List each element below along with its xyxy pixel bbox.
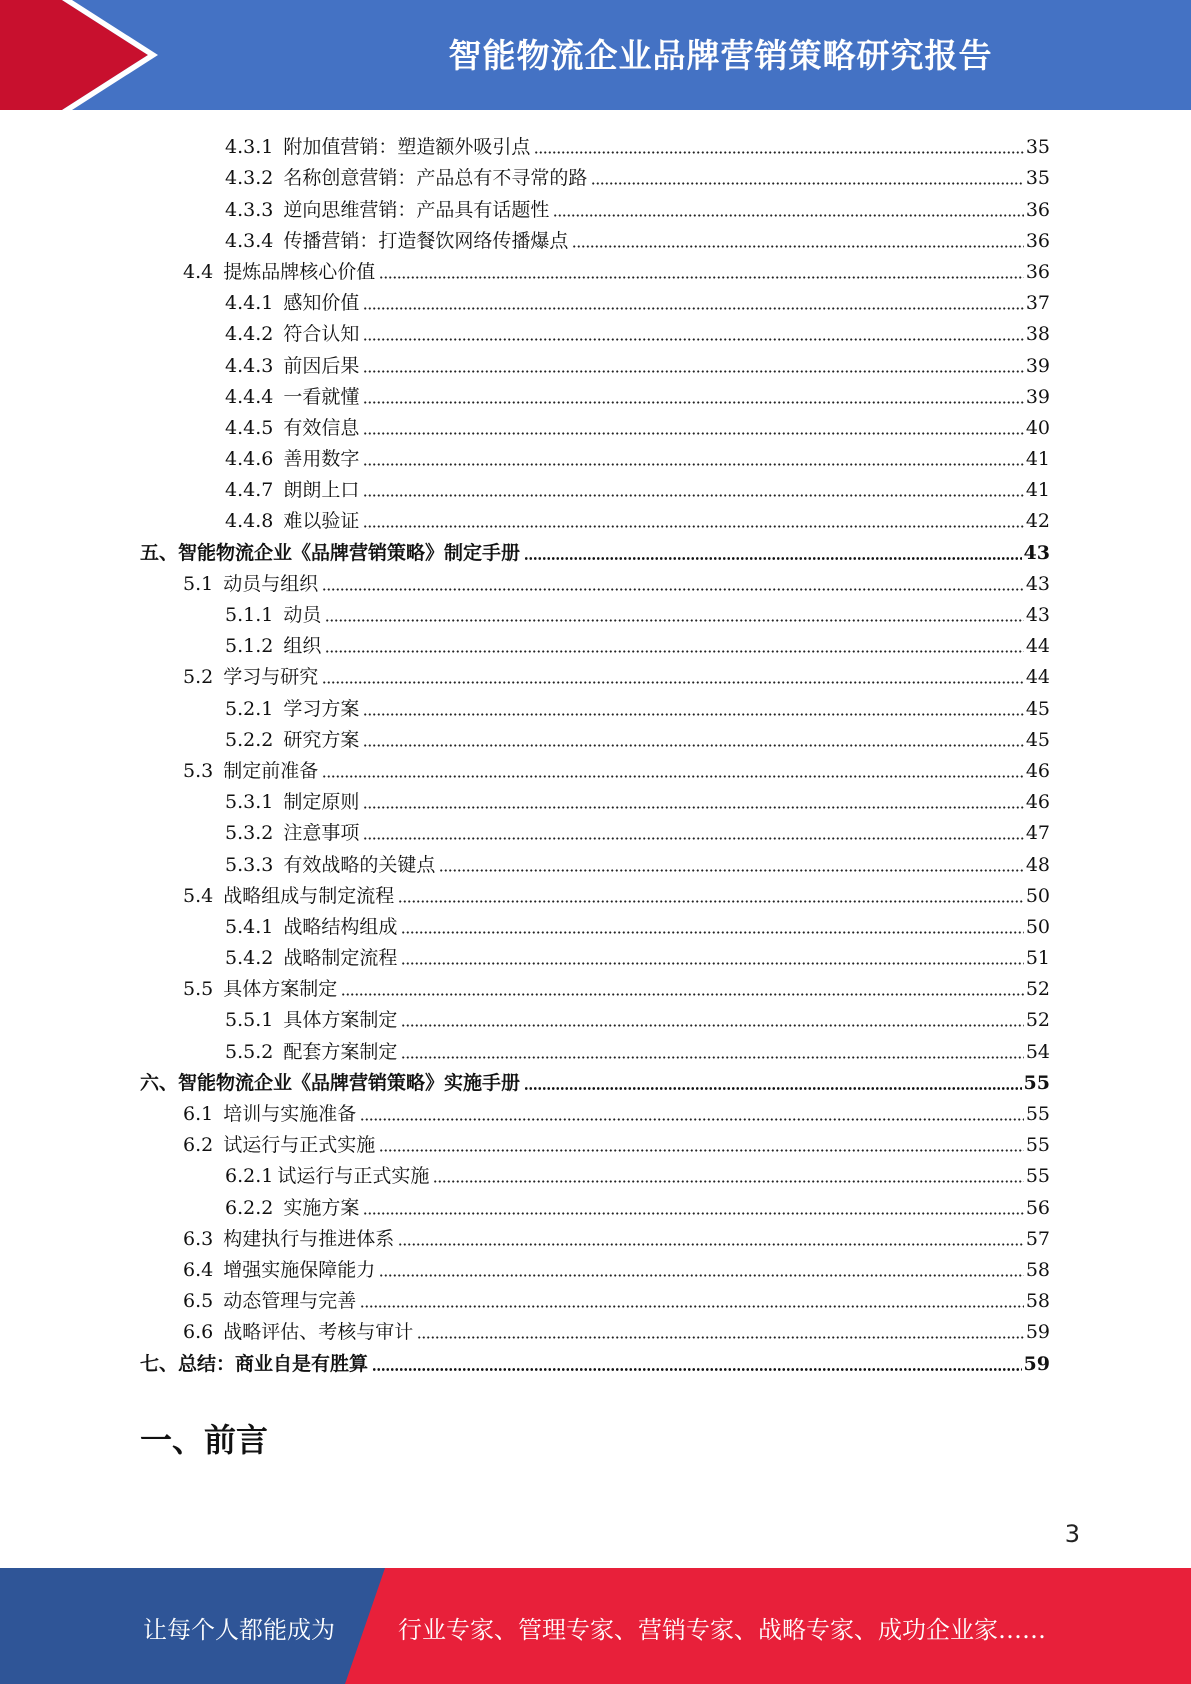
toc-entry-number: 5.3.1 [225,791,274,814]
toc-entry-page: 44 [1025,666,1050,689]
toc-dot-leader [401,1056,1023,1059]
toc-entry-title: 组织 [283,635,322,658]
toc-dot-leader [591,182,1023,185]
document-title: 智能物流企业品牌营销策略研究报告 [448,36,993,75]
toc-entry-number: 4.4.7 [225,479,274,502]
toc-entry-page: 35 [1025,167,1050,190]
toc-dot-leader [322,588,1024,591]
toc-entry-page: 55 [1025,1165,1050,1188]
toc-entry-page: 52 [1025,1009,1050,1032]
toc-entry-page: 54 [1025,1040,1050,1063]
toc-entry[interactable] [140,845,1050,876]
toc-entry-label [140,1352,368,1376]
toc-entry-label [183,1320,413,1344]
toc-entry-title: 动员 [283,604,322,626]
toc-dot-leader [360,1305,1024,1308]
toc-entry-page: 38 [1025,323,1050,346]
toc-entry-label [225,697,359,721]
toc-entry-title: 增强实施保障能力 [223,1258,376,1281]
toc-entry-label [225,229,568,253]
toc-entry-number: 5.1.2 [225,635,274,658]
toc-entry-page: 43 [1023,541,1050,564]
toc-entry-number: 6.2 [183,1134,214,1157]
toc-entry-page: 55 [1025,1134,1050,1157]
toc-entry-title: 有效战略的关键点 [283,853,436,876]
toc-dot-leader [363,525,1023,528]
toc-entry-page: 46 [1025,791,1050,814]
toc-entry[interactable] [140,533,1050,564]
toc-entry-title: 实施方案 [283,1196,360,1219]
toc-entry-label [225,853,435,877]
toc-entry-title: 名称创意营销：产品总有不寻常的路 [283,167,588,190]
toc-entry[interactable] [140,502,1050,533]
toc-entry-title: 配套方案制定 [283,1040,398,1063]
toc-dot-leader [401,962,1023,965]
toc-entry-number: 4.4 [183,260,214,283]
toc-entry-page: 41 [1025,479,1050,502]
toc-entry-page: 36 [1025,198,1050,221]
toc-dot-leader [439,869,1023,872]
toc-entry-number: 5.2 [183,666,214,689]
toc-entry-page: 59 [1023,1352,1050,1375]
toc-entry-number: 5.5.2 [225,1040,274,1063]
toc-entry-number: 6.2.2 [225,1196,274,1219]
toc-entry-label [225,416,359,440]
toc-entry[interactable] [140,1282,1050,1313]
toc-entry-label [225,447,359,471]
toc-entry[interactable] [140,1001,1050,1032]
toc-entry[interactable] [140,783,1050,814]
toc-entry-label [225,946,397,970]
toc-entry[interactable] [140,565,1050,596]
toc-entry-page: 55 [1023,1071,1050,1094]
toc-entry[interactable] [140,159,1050,190]
toc-entry-number: 4.4.8 [225,510,274,533]
toc-entry-title: 战略结构组成 [283,915,398,938]
toc-entry-label [225,1008,397,1032]
toc-entry-title: 学习与研究 [223,666,319,689]
toc-entry[interactable] [140,190,1050,221]
toc-dot-leader [401,931,1023,934]
toc-entry-label [225,1040,397,1064]
toc-entry-label [225,790,359,814]
toc-dot-leader [401,1024,1023,1027]
toc-entry-page: 35 [1025,136,1050,159]
toc-entry-number: 4.3.4 [225,229,274,252]
toc-entry-number: 5.1.1 [225,604,274,626]
toc-entry-title: 感知价值 [283,292,360,315]
toc-entry-label [225,509,359,533]
toc-entry-label [183,260,375,284]
toc-entry[interactable] [140,378,1050,409]
toc-entry-title: 战略组成与制定流程 [223,884,395,907]
toc-entry-label [225,1196,359,1220]
toc-entry-title: 制定原则 [283,791,360,814]
toc-entry-page: 56 [1025,1196,1050,1219]
toc-entry-number: 6.2.1 [225,1165,274,1188]
toc-entry[interactable] [140,752,1050,783]
toc-entry-number: 6.3 [183,1227,214,1250]
toc-entry-number: 5.5.1 [225,1009,274,1032]
toc-dot-leader [433,1180,1023,1183]
toc-entry-number: 6.1 [183,1103,214,1125]
toc-entry-title: 附加值营销：塑造额外吸引点 [283,136,531,159]
toc-entry-label [183,1133,375,1157]
toc-entry[interactable] [140,440,1050,471]
header-arrow-decoration [0,0,260,110]
toc-entry-title: 有效信息 [283,416,360,439]
toc-entry-label [140,1071,520,1095]
toc-entry[interactable] [140,1313,1050,1344]
toc-entry-page: 43 [1025,604,1050,626]
toc-entry-page: 37 [1025,292,1050,315]
toc-entry-page: 55 [1025,1103,1050,1125]
toc-entry-number: 4.4.4 [225,385,274,408]
toc-entry-page: 40 [1025,416,1050,439]
toc-dot-leader [363,432,1023,435]
toc-entry-number: 5.4 [183,884,214,907]
toc-entry-title: 制定前准备 [223,759,319,782]
toc-dot-leader [398,1243,1024,1246]
toc-entry[interactable] [140,658,1050,689]
toc-entry-title: 朗朗上口 [283,479,360,502]
toc-entry-number: 4.3.3 [225,198,274,221]
toc-entry-number: 5.4.2 [225,947,274,970]
toc-entry-title: 难以验证 [283,510,360,533]
toc-entry-title: 注意事项 [283,822,360,845]
toc-entry-label [225,198,549,222]
toc-entry-label [183,1227,394,1251]
toc-dot-leader [363,463,1023,466]
toc-entry-title: 一看就懂 [283,385,360,408]
toc-dot-leader [534,151,1023,154]
toc-entry-label [183,1258,375,1282]
toc-entry-number: 5.1 [183,572,214,595]
toc-entry-page: 41 [1025,448,1050,471]
toc-entry-page: 57 [1025,1227,1050,1250]
toc-entry-title: 试运行与正式实施 [277,1165,430,1188]
toc-entry-title: 具体方案制定 [283,1009,398,1032]
toc-entry-label [183,977,337,1001]
toc-dot-leader [322,681,1024,684]
toc-entry-title: 动员与组织 [223,572,319,595]
toc-dot-leader [341,993,1024,996]
toc-entry-label [183,572,318,596]
toc-entry-label [183,884,394,908]
toc-entry[interactable] [140,409,1050,440]
toc-entry-label [183,1289,356,1313]
toc-entry-number: 4.3.2 [225,167,274,190]
toc-entry-number: 5.3.3 [225,853,274,876]
toc-entry-label [225,821,359,845]
toc-entry-page: 59 [1025,1321,1050,1344]
toc-dot-leader [325,650,1023,653]
toc-entry[interactable] [140,1220,1050,1251]
toc-entry-number: 5.3.2 [225,822,274,845]
toc-dot-leader [372,1368,1022,1371]
toc-entry-label [183,759,318,783]
toc-entry-page: 36 [1025,260,1050,283]
toc-entry-page: 45 [1025,728,1050,751]
toc-entry-page: 44 [1025,635,1050,658]
toc-entry-page: 50 [1025,915,1050,938]
toc-entry-title: 动态管理与完善 [223,1290,357,1313]
toc-entry[interactable] [140,939,1050,970]
toc-dot-leader [379,1149,1024,1152]
toc-entry-label [225,603,321,627]
toc-entry-page: 47 [1025,822,1050,845]
toc-entry[interactable] [140,253,1050,284]
toc-entry-title: 符合认知 [283,323,360,346]
toc-entry[interactable] [140,1064,1050,1095]
toc-entry-number: 5.4.1 [225,915,274,938]
toc-entry-page: 51 [1025,947,1050,970]
toc-dot-leader [363,806,1023,809]
toc-entry-title: 逆向思维营销：产品具有话题性 [283,198,550,221]
toc-entry-title: 研究方案 [283,728,360,751]
footer-slogan-right: 行业专家、管理专家、营销专家、战略专家、成功企业家…… [398,1616,1046,1644]
toc-entry-label [225,728,359,752]
toc-entry[interactable] [140,471,1050,502]
toc-entry-page: 46 [1025,759,1050,782]
toc-entry-title: 战略评估、考核与审计 [223,1321,414,1344]
toc-entry[interactable] [140,346,1050,377]
toc-dot-leader [363,370,1023,373]
toc-dot-leader [398,900,1024,903]
toc-entry-label [225,1164,429,1188]
toc-dot-leader [360,1118,1024,1121]
toc-dot-leader [417,1336,1024,1339]
toc-dot-leader [572,245,1023,248]
toc-entry[interactable] [140,1095,1050,1126]
toc-entry[interactable] [140,315,1050,346]
toc-entry-title: 七、总结：商业自是有胜算 [140,1352,369,1375]
toc-entry-label [225,166,587,190]
toc-entry-number: 4.4.1 [225,292,274,315]
toc-entry-label [183,665,318,689]
toc-entry-page: 45 [1025,697,1050,720]
footer-slogan-left: 让每个人都能成为 [143,1616,335,1644]
toc-dot-leader [363,1212,1023,1215]
toc-entry-title: 提炼品牌核心价值 [223,260,376,283]
toc-entry-number: 6.6 [183,1321,214,1344]
toc-dot-leader [379,1274,1024,1277]
toc-entry[interactable] [140,128,1050,159]
toc-entry-label [225,478,359,502]
toc-entry-title: 具体方案制定 [223,978,338,1001]
toc-entry-label [225,385,359,409]
toc-entry[interactable] [140,1344,1050,1375]
section-heading: 一、前言 [140,1421,269,1459]
toc-entry[interactable] [140,1126,1050,1157]
toc-entry-page: 50 [1025,884,1050,907]
toc-entry[interactable] [140,1188,1050,1219]
toc-dot-leader [379,276,1024,279]
toc-entry-number: 5.2.2 [225,728,274,751]
toc-dot-leader [363,307,1023,310]
toc-entry[interactable] [140,596,1050,627]
toc-dot-leader [553,214,1023,217]
toc-entry-title: 善用数字 [283,448,360,471]
toc-entry-title: 前因后果 [283,354,360,377]
toc-entry-title: 试运行与正式实施 [223,1134,376,1157]
page-number: 3 [1064,1520,1080,1548]
toc-entry-label [140,541,520,565]
toc-entry-number: 4.3.1 [225,136,274,159]
toc-entry-number: 4.4.3 [225,354,274,377]
toc-entry-number: 4.4.2 [225,323,274,346]
toc-entry-page: 39 [1025,354,1050,377]
toc-dot-leader [363,713,1023,716]
toc-entry-number: 4.4.6 [225,448,274,471]
toc-entry-page: 43 [1025,572,1050,595]
toc-entry-label [225,915,397,939]
toc-entry-number: 4.4.5 [225,416,274,439]
toc-entry[interactable] [140,284,1050,315]
toc-entry-label [225,291,359,315]
toc-entry-label [225,634,321,658]
toc-entry-page: 58 [1025,1290,1050,1313]
toc-entry[interactable] [140,970,1050,1001]
toc-entry[interactable] [140,814,1050,845]
toc-entry[interactable] [140,627,1050,658]
toc-entry-title: 传播营销：打造餐饮网络传播爆点 [283,229,569,252]
toc-dot-leader [363,744,1023,747]
toc-entry-title: 六、智能物流企业《品牌营销策略》实施手册 [140,1071,521,1094]
toc-entry-number: 6.4 [183,1258,214,1281]
toc-entry[interactable] [140,1251,1050,1282]
toc-entry-label [225,135,530,159]
toc-entry-title: 学习方案 [283,697,360,720]
toc-entry-number: 6.5 [183,1290,214,1313]
toc-dot-leader [363,338,1023,341]
toc-entry-page: 48 [1025,853,1050,876]
table-of-contents [140,128,1050,1376]
toc-entry-page: 39 [1025,385,1050,408]
toc-entry-number: 5.2.1 [225,697,274,720]
page-header [0,0,1191,110]
toc-dot-leader [325,619,1023,622]
toc-entry-title: 战略制定流程 [283,947,398,970]
toc-entry-page: 36 [1025,229,1050,252]
toc-entry[interactable] [140,1157,1050,1188]
toc-dot-leader [363,837,1023,840]
toc-dot-leader [363,401,1023,404]
toc-entry-label [183,1102,356,1126]
toc-entry[interactable] [140,222,1050,253]
toc-entry-page: 42 [1025,510,1050,533]
toc-dot-leader [322,775,1024,778]
toc-entry-title: 五、智能物流企业《品牌营销策略》制定手册 [140,541,521,564]
toc-dot-leader [524,1087,1022,1090]
page-footer [0,1568,1191,1684]
toc-dot-leader [524,557,1022,560]
toc-entry[interactable] [140,689,1050,720]
toc-entry-title: 构建执行与推进体系 [223,1227,395,1250]
toc-entry[interactable] [140,908,1050,939]
toc-entry[interactable] [140,721,1050,752]
toc-entry[interactable] [140,877,1050,908]
toc-entry-title: 培训与实施准备 [223,1103,357,1125]
toc-entry[interactable] [140,1032,1050,1063]
toc-entry-number: 5.5 [183,978,214,1001]
toc-entry-label [225,322,359,346]
toc-entry-label [225,354,359,378]
toc-entry-page: 58 [1025,1258,1050,1281]
toc-entry-page: 52 [1025,978,1050,1001]
toc-entry-number: 5.3 [183,759,214,782]
toc-dot-leader [363,494,1023,497]
